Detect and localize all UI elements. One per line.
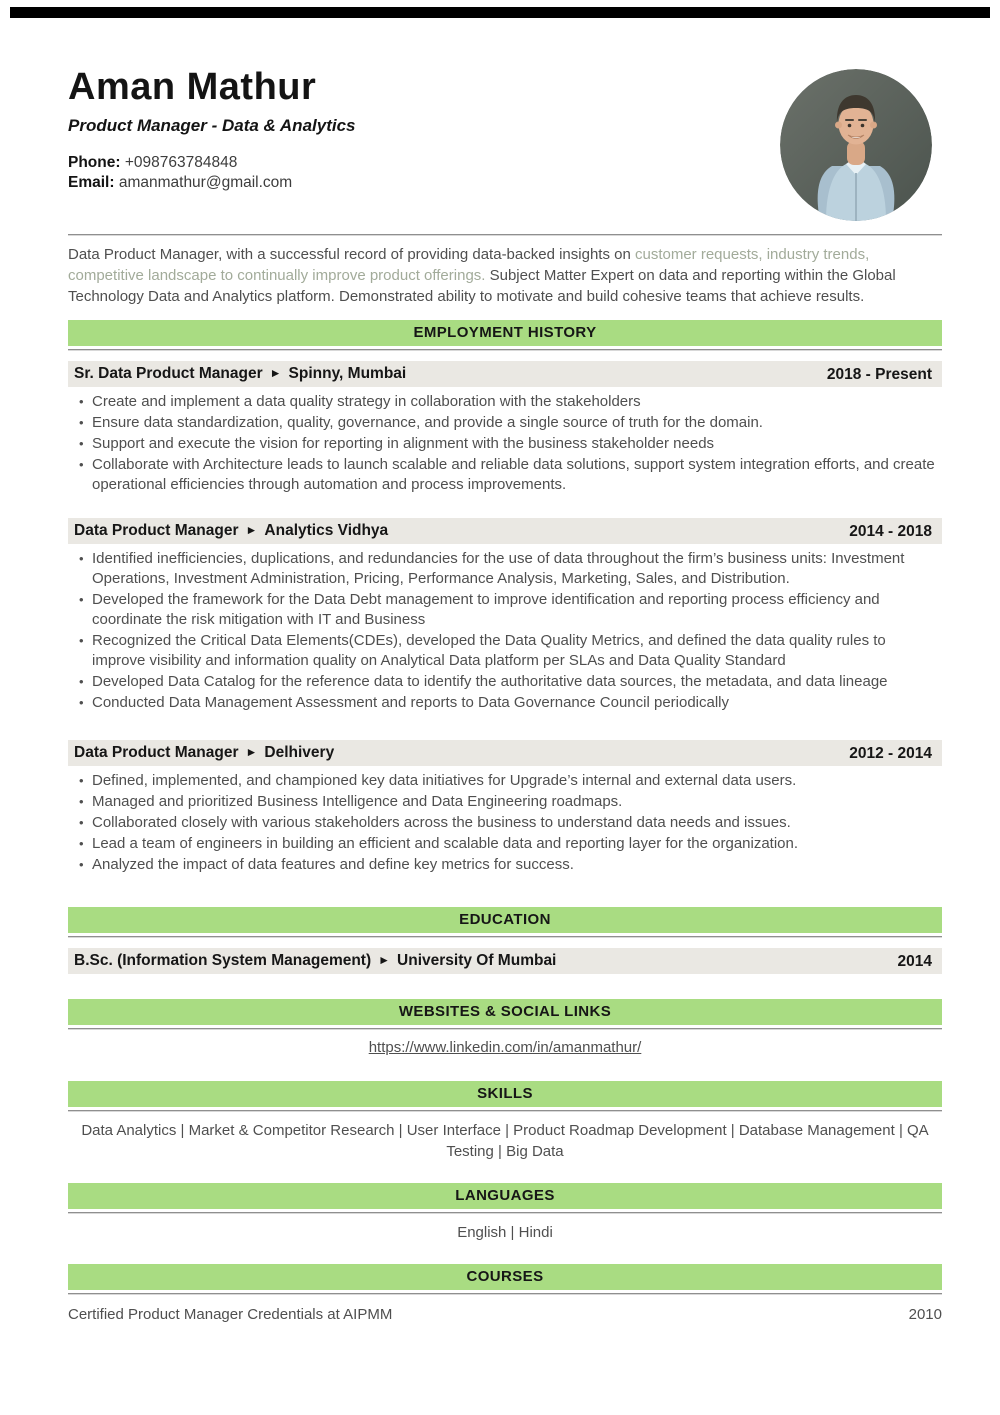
list-item (68, 771, 942, 791)
bullet-text: Create and implement a data quality strategy in collaboration with the stakeholders (92, 393, 641, 410)
course-entry (68, 1305, 942, 1324)
job-dates: 2014 - 2018 (849, 522, 932, 540)
job-entry-analytics-vidhya (68, 518, 942, 713)
list-item (68, 631, 942, 671)
job-role: Data Product Manager (74, 522, 239, 539)
summary-paragraph (68, 244, 942, 307)
bullet-text: Conducted Data Management Assessment and reports to Data Governance Council periodically (92, 694, 730, 711)
candidate-name: Aman Mathur (68, 66, 317, 108)
list-item (68, 392, 942, 412)
job-company: Spinny, Mumbai (288, 365, 407, 382)
section-header-courses: COURSES (68, 1264, 942, 1290)
job-dates: 2012 - 2014 (849, 744, 932, 762)
list-item (68, 590, 942, 630)
bullet-text: Ensure data standardization, quality, governance, and provide a single source of truth for the domain. (92, 414, 763, 431)
list-item (68, 549, 942, 589)
bullet-text: Managed and prioritized Business Intelligence and Data Engineering roadmaps. (92, 793, 623, 810)
section-header-websites: WEBSITES & SOCIAL LINKS (68, 999, 942, 1025)
job-entry-delhivery (68, 740, 942, 875)
section-header-education: EDUCATION (68, 907, 942, 933)
languages-list: English | Hindi (457, 1224, 553, 1241)
list-item (68, 813, 942, 833)
linkedin-link[interactable]: https://www.linkedin.com/in/amanmathur/ (368, 1039, 642, 1056)
job-role: Sr. Data Product Manager (74, 365, 263, 382)
course-name: Certified Product Manager Credentials at AIPMM (68, 1306, 393, 1323)
arrow-icon: ► (269, 366, 282, 380)
email-label: Email: (68, 174, 115, 191)
bullet-icon: • (79, 773, 84, 788)
skills-list: Data Analytics | Market & Competitor Research | User Interface | Product Roadmap Development | Database Management | QA Testing | Big Data (81, 1122, 929, 1160)
bullet-icon: • (79, 551, 84, 566)
bullet-icon: • (79, 592, 84, 607)
bullet-text: Collaborated closely with various stakeholders across the business to understand data needs and issues. (92, 814, 791, 831)
bullet-icon: • (79, 815, 84, 830)
bullet-icon: • (79, 836, 84, 851)
job-role: Data Product Manager (74, 744, 239, 761)
job-bullet-list (68, 549, 942, 713)
job-header-spinny (68, 361, 942, 387)
job-title-line (74, 743, 334, 763)
bullet-text: Defined, implemented, and championed key data initiatives for Upgrade’s internal and external data users. (92, 772, 797, 789)
arrow-icon: ► (245, 745, 258, 759)
job-company: Analytics Vidhya (264, 522, 389, 539)
job-header-delhivery (68, 740, 942, 766)
divider (68, 1110, 942, 1112)
bullet-text: Developed Data Catalog for the reference data to identify the authoritative data sources, the metadata, and data lineage (92, 673, 888, 690)
bullet-icon: • (79, 415, 84, 430)
course-year: 2010 (908, 1306, 942, 1323)
job-bullet-list (68, 392, 942, 495)
section-header-employment-history: EMPLOYMENT HISTORY (68, 320, 942, 346)
bullet-icon: • (79, 857, 84, 872)
bullet-text: Developed the framework for the Data Debt management to improve identification and reporting process efficiency and coordinate the risk mitigation with IT and Business (92, 591, 880, 628)
job-company: Delhivery (264, 744, 335, 761)
list-item (68, 672, 942, 692)
job-title-line (74, 364, 406, 384)
job-bullet-list (68, 771, 942, 875)
social-link-row (68, 1039, 942, 1057)
bullet-text: Analyzed the impact of data features and define key metrics for success. (92, 856, 574, 873)
bullet-icon: • (79, 674, 84, 689)
list-item (68, 834, 942, 854)
bullet-text: Support and execute the vision for reporting in alignment with the business stakeholder needs (92, 435, 715, 452)
summary-text-2: Subject Matter Expert on data and reporting within the Global Technology Data and Analytics platform. Demonstrated ability to motivate and build cohesive teams that achieve results. (68, 267, 896, 305)
bullet-text: Collaborate with Architecture leads to launch scalable and reliable data solutions, support system integration efforts, and create operational efficiencies through automation and process improvements. (92, 456, 935, 493)
bullet-text: Identified inefficiencies, duplications, and redundancies for the use of data throughout the firm’s business units: Investment Operations, Investment Administration, Pricing, Performance Analysis, Marketing, Sales, and Distribution. (92, 550, 905, 587)
divider (68, 1293, 942, 1295)
education-degree: B.Sc. (Information System Management) (74, 952, 372, 969)
list-item (68, 855, 942, 875)
arrow-icon: ► (245, 523, 258, 537)
contact-block (68, 153, 942, 193)
job-title-line (74, 521, 388, 541)
summary-text-1: Data Product Manager, with a successful record of providing data-backed insights on (68, 246, 635, 263)
bullet-icon: • (79, 794, 84, 809)
list-item (68, 792, 942, 812)
bullet-icon: • (79, 394, 84, 409)
section-header-languages: LANGUAGES (68, 1183, 942, 1209)
job-header-analytics-vidhya (68, 518, 942, 544)
arrow-icon: ► (378, 953, 391, 967)
summary-highlight-text: customer requests, industry trends, competitive landscape to continually improve product offerings. (68, 246, 870, 284)
education-school: University Of Mumbai (397, 952, 557, 969)
bullet-text: Lead a team of engineers in building an efficient and scalable data and reporting layer for the organization. (92, 835, 799, 852)
email-row (68, 173, 942, 193)
education-year: 2014 (897, 952, 932, 970)
divider (68, 936, 942, 938)
section-header-skills: SKILLS (68, 1081, 942, 1107)
bullet-text: Recognized the Critical Data Elements(CDEs), developed the Data Quality Metrics, and defined the data quality rules to improve visibility and information quality on Analytical Data platform per SLAs and Data Quality Standard (92, 632, 886, 669)
divider (68, 1212, 942, 1214)
list-item (68, 434, 942, 454)
email-value: amanmathur@gmail.com (118, 174, 293, 191)
bullet-icon: • (79, 436, 84, 451)
job-entry-spinny (68, 361, 942, 495)
page-content (68, 0, 942, 1324)
divider (68, 349, 942, 351)
education-entry (68, 948, 942, 974)
list-item (68, 693, 942, 713)
bullet-icon: • (79, 457, 84, 472)
phone-row (68, 153, 942, 173)
education-title-line (74, 951, 556, 971)
bullet-icon: • (79, 633, 84, 648)
divider (68, 1028, 942, 1030)
job-dates: 2018 - Present (826, 365, 932, 383)
header-divider (68, 234, 942, 236)
phone-value: +098763784848 (124, 154, 238, 171)
list-item (68, 455, 942, 495)
phone-label: Phone: (68, 154, 121, 171)
list-item (68, 413, 942, 433)
candidate-title: Product Manager - Data & Analytics (68, 116, 356, 135)
bullet-icon: • (79, 695, 84, 710)
